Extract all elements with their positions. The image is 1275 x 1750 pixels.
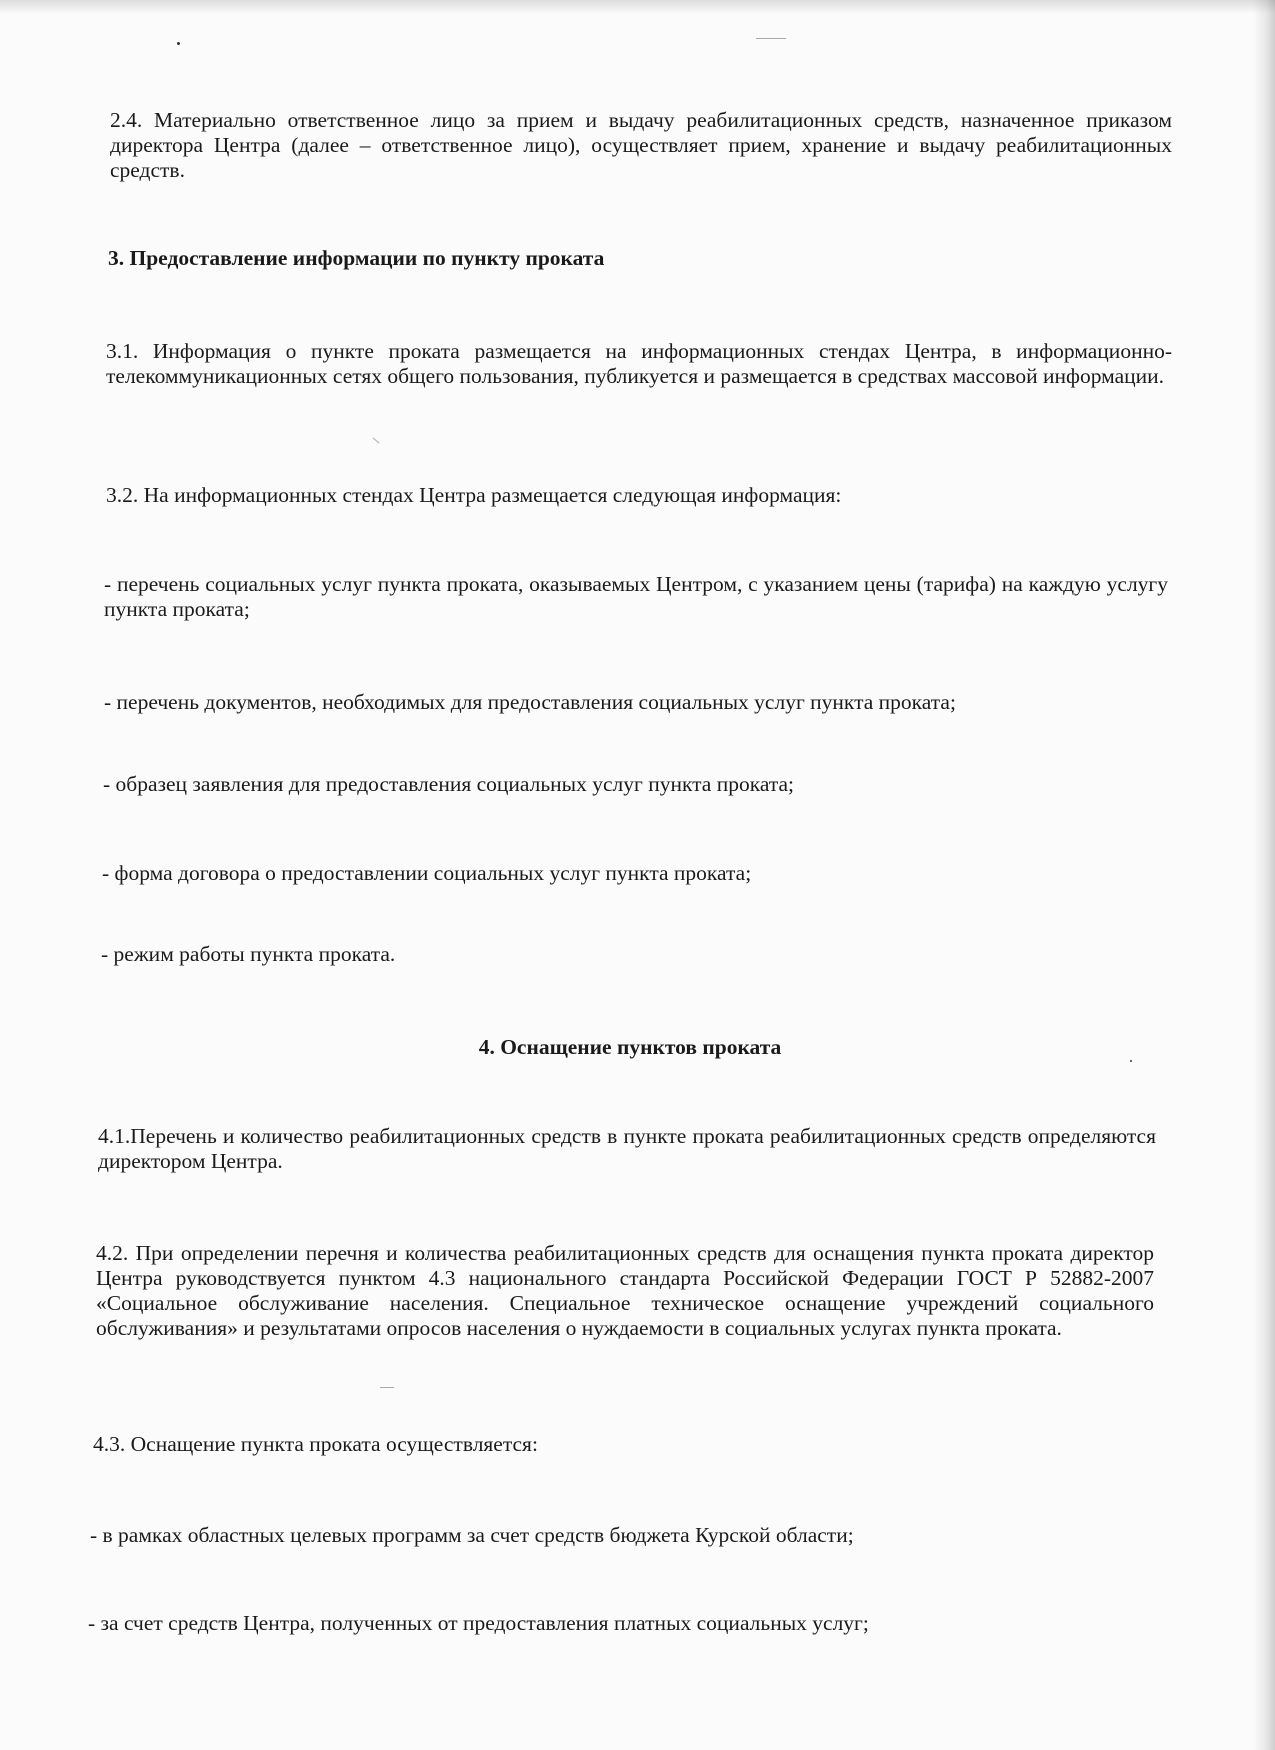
list-item: - режим работы пункта проката.: [101, 942, 396, 966]
list-item: - форма договора о предоставлении социальных услуг пункта проката;: [102, 861, 752, 885]
scan-mark: [756, 38, 786, 39]
scan-mark: [373, 438, 380, 444]
scan-speck: [1130, 1060, 1132, 1062]
list-item: - в рамках областных целевых программ за счет средств бюджета Курской области;: [90, 1523, 854, 1547]
section-4-heading: 4. Оснащение пунктов проката: [478, 1035, 782, 1059]
paragraph-4-1: 4.1.Перечень и количество реабилитационных средств в пункте проката реабилитационных средств определяются директором Центра.: [98, 1124, 1156, 1173]
list-item: - за счет средств Центра, полученных от предоставления платных социальных услуг;: [88, 1611, 869, 1635]
paragraph-4-3: 4.3. Оснащение пункта проката осуществляется:: [93, 1432, 538, 1456]
list-item: - перечень документов, необходимых для предоставления социальных услуг пункта проката;: [104, 690, 956, 714]
paragraph-3-1: 3.1. Информация о пункте проката размещается на информационных стендах Центра, в информационно-телекоммуникационных сетях общего пользования, публикуется и размещается в средствах массовой информации.: [106, 339, 1172, 388]
scan-mark: [380, 1387, 394, 1388]
paragraph-4-2: 4.2. При определении перечня и количества реабилитационных средств для оснащения пункта проката директор Центра руководствуется пунктом 4.3 национального стандарта Российской Федерации ГОСТ Р 52882-2007 «Социальное обслуживание населения. Специальное техническое оснащение учреждений социального обслуживания» и результатами опросов населения о нуждаемости в социальных услугах пункта проката.: [96, 1241, 1154, 1340]
scan-edge-shadow: [1253, 0, 1275, 1750]
scan-speck: [177, 42, 180, 45]
list-item: - перечень социальных услуг пункта проката, оказываемых Центром, с указанием цены (тарифа) на каждую услугу пункта проката;: [104, 572, 1168, 621]
list-item: - образец заявления для предоставления социальных услуг пункта проката;: [103, 772, 795, 796]
paragraph-2-4: 2.4. Материально ответственное лицо за прием и выдачу реабилитационных средств, назначенное приказом директора Центра (далее – ответственное лицо), осуществляет прием, хранение и выдачу реабилитационных средств.: [110, 108, 1172, 182]
scan-top-shadow: [0, 0, 1275, 14]
paragraph-3-2: 3.2. На информационных стендах Центра размещается следующая информация:: [106, 483, 842, 507]
section-3-heading: 3. Предоставление информации по пункту проката: [108, 246, 605, 270]
